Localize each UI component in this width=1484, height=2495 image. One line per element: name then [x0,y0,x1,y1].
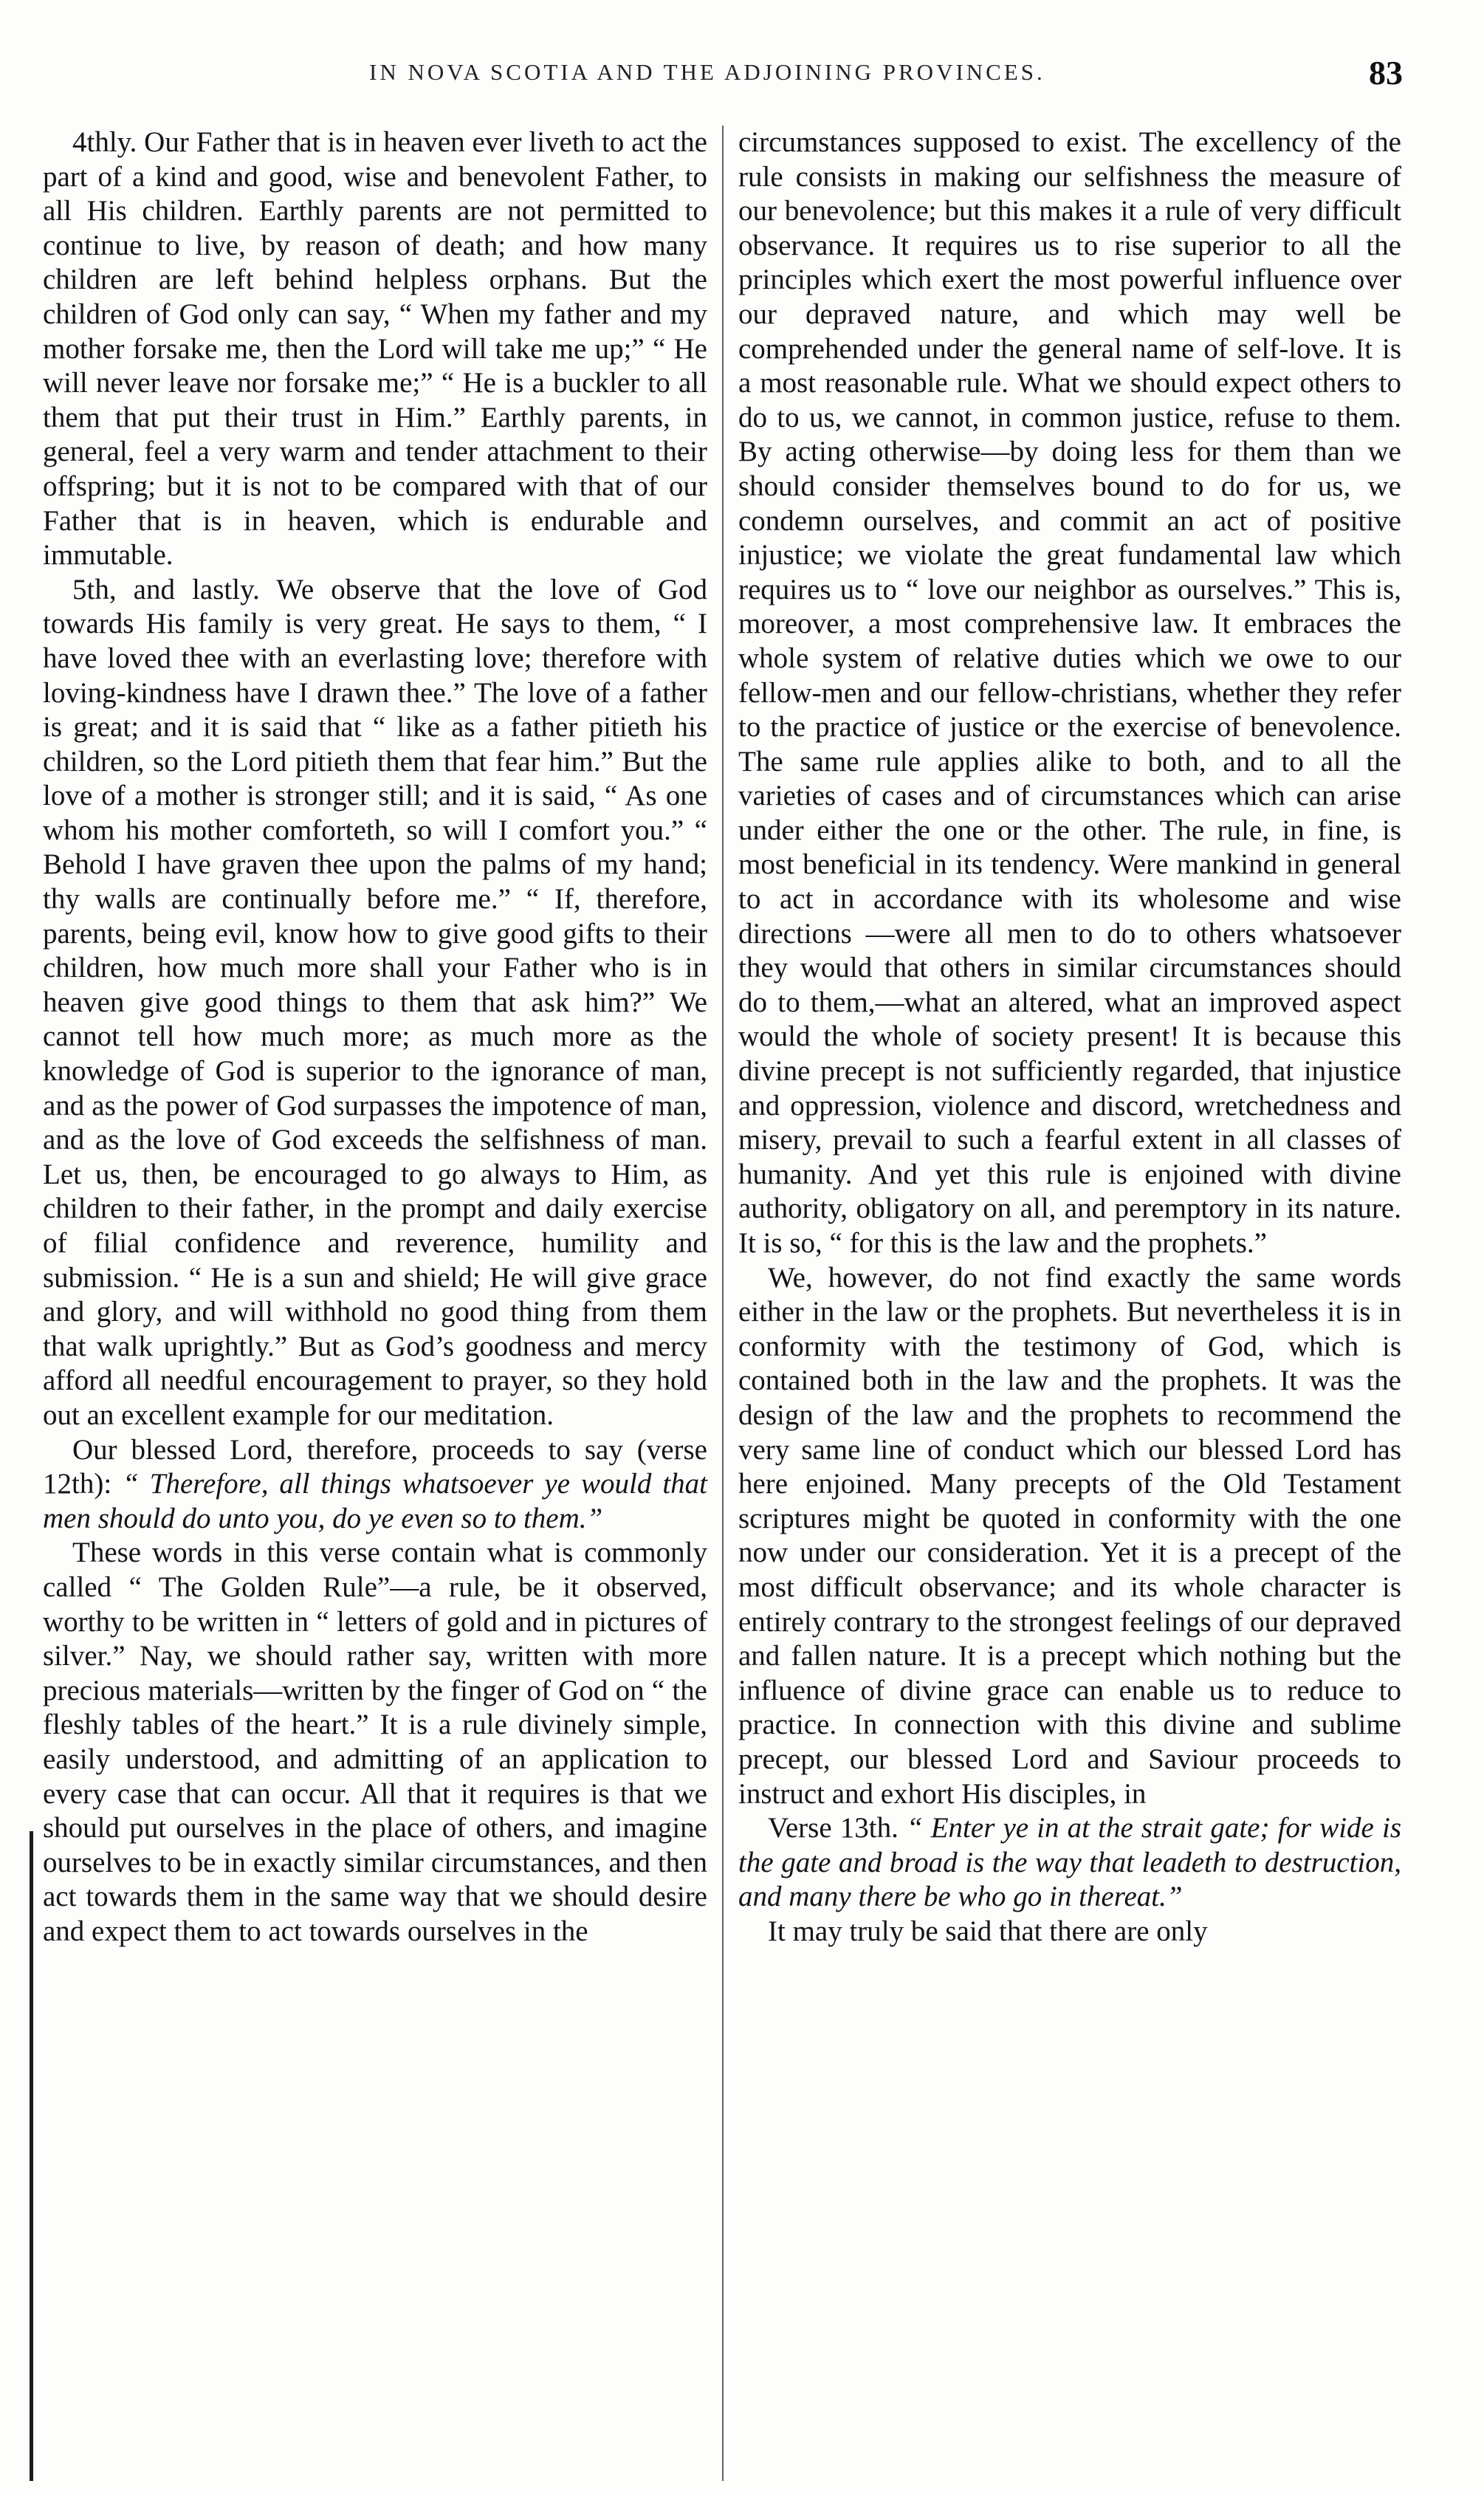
column-divider [722,126,724,2481]
running-title: IN NOVA SCOTIA AND THE ADJOINING PROVINCES. [369,59,1045,85]
paragraph-fifth: 5th, and lastly. We observe that the love of God towards His family is very great. He says to them, “ I have loved thee with an everlasting love; therefore with loving-kindness have I drawn thee.” The love of a father is great; and it is said that “ like as a father pitieth his children, so the Lord pitieth them that fear him.” But the love of a mother is stronger still; and it is said, “ As one whom his mother comforteth, so will I comfort you.” “ Behold I have graven thee upon the palms of my hand; thy walls are continually before me.” “ If, therefore, parents, being evil, know how to give good gifts to their children, how much more shall your Father who is in heaven give good things to them that ask him?” We cannot tell how much more; as much more as the knowledge of God is superior to the ignorance of man, and as the power of God surpasses the impotence of man, and as the love of God exceeds the selfishness of man. Let us, then, be encouraged to go always to Him, as children to their father, in the prompt and daily exercise of filial confidence and reverence, humility and submission. “ He is a sun and shield; He will give grace and glory, and will withhold no good thing from them that walk uprightly.” But as God’s goodness and mercy afford all needful encouragement to prayer, so they hold out an excellent example for our meditation. [43,573,707,1431]
page-number: 83 [1369,54,1403,92]
verse-12-intro: Our blessed Lord, therefore, proceeds to say (verse 12th): [43,1433,707,1500]
running-head [59,52,1418,103]
paragraph-continuation: circumstances supposed to exist. The excellency of the rule consists in making our selfishness the measure of our benevolence; but this makes it a rule of very difficult observance. It requires us to rise superior to all the principles which exert the most powerful influence over our depraved nature, and which may well be comprehended under the general name of self-love. It is a most reasonable rule. What we should expect others to do to us, we cannot, in common justice, refuse to them. By acting otherwise—by doing less for them than we should consider themselves bound to do for us, we condemn ourselves, and commit an act of positive injustice; we violate the great fundamental law which requires us to “ love our neighbor as ourselves.” This is, moreover, a most comprehensive law. It embraces the whole system of relative duties which we owe to our fellow-men and our fellow-christians, whether they refer to the practice of justice or the exercise of benevolence. The same rule applies alike to both, and to all the varieties of cases and of circumstances which can arise under either the one or the other. The rule, in fine, is most beneficial in its tendency. Were mankind in general to act in accordance with its wholesome and wise directions —were all men to do to others whatsoever they would that others in similar circumstances should do to them,—what an altered, what an improved aspect would the whole of society present! It is because this divine precept is not sufficiently regarded, that injustice and oppression, violence and discord, wretchedness and misery, prevail to such a fearful extent in all classes of humanity. And yet this rule is enjoined with divine authority, obligatory on all, and peremptory in its nature. It is so, “ for this is the law and the prophets.” [738,126,1401,1259]
left-column [43,126,707,1949]
paragraph-fourthly: 4thly. Our Father that is in heaven ever liveth to act the part of a kind and good, wise and benevolent Father, to all His children. Earthly parents are not permitted to continue to live, by reason of death; and how many children are left behind helpless orphans. But the children of God only can say, “ When my father and my mother forsake me, then the Lord will take me up;” “ He will never leave nor forsake me;” “ He is a buckler to all them that put their trust in Him.” Earthly parents, in general, feel a very warm and tender attachment to their offspring; but it is not to be compared with that of our Father that is in heaven, which is endurable and immutable. [43,126,707,572]
paragraph-law-prophets: We, however, do not find exactly the same words either in the law or the prophets. But nevertheless it is in conformity with the testimony of God, which is contained both in the law and the prophets. It was the design of the law and the prophets to recommend the very same line of conduct which our blessed Lord has here enjoined. Many precepts of the Old Testament scriptures might be quoted in conformity with the one now under our consideration. Yet it is a precept of the most difficult observance; and its whole character is entirely contrary to the strongest feelings of our depraved and fallen nature. It is a precept which nothing but the influence of divine grace can enable us to reduce to practice. In connection with this divine and sublime precept, our blessed Lord and Saviour proceeds to instruct and exhort His disciples, in [738,1261,1401,1810]
paragraph-verse-13 [738,1811,1401,1915]
verse-13-intro: Verse 13th. [768,1812,907,1844]
verse-12-quote: “ Therefore, all things whatsoever ye would that men should do unto you, do ye even so to them.” [43,1468,707,1534]
paragraph-verse-12 [43,1433,707,1537]
paragraph-closing-line: It may truly be said that there are only [768,1915,1208,1947]
paragraph-golden-rule: These words in this verse contain what is commonly called “ The Golden Rule”—a rule, be it observed, worthy to be written in “ letters of gold and in pictures of silver.” Nay, we should rather say, written with more precious materials—written by the finger of God on “ the fleshly tables of the heart.” It is a rule divinely simple, easily understood, and admitting of an application to every case that can occur. All that it requires is that we should put ourselves in the place of others, and imagine ourselves to be in exactly similar circumstances, and then act towards them in the same way that we should desire and expect them to act towards ourselves in the [43,1537,707,1947]
right-column [738,126,1401,1949]
verse-13-quote: “ Enter ye in at the strait gate; for wide is the gate and broad is the way that leadeth to destruction, and many there be who go in thereat.” [738,1812,1401,1913]
margin-mark [30,1831,33,2481]
